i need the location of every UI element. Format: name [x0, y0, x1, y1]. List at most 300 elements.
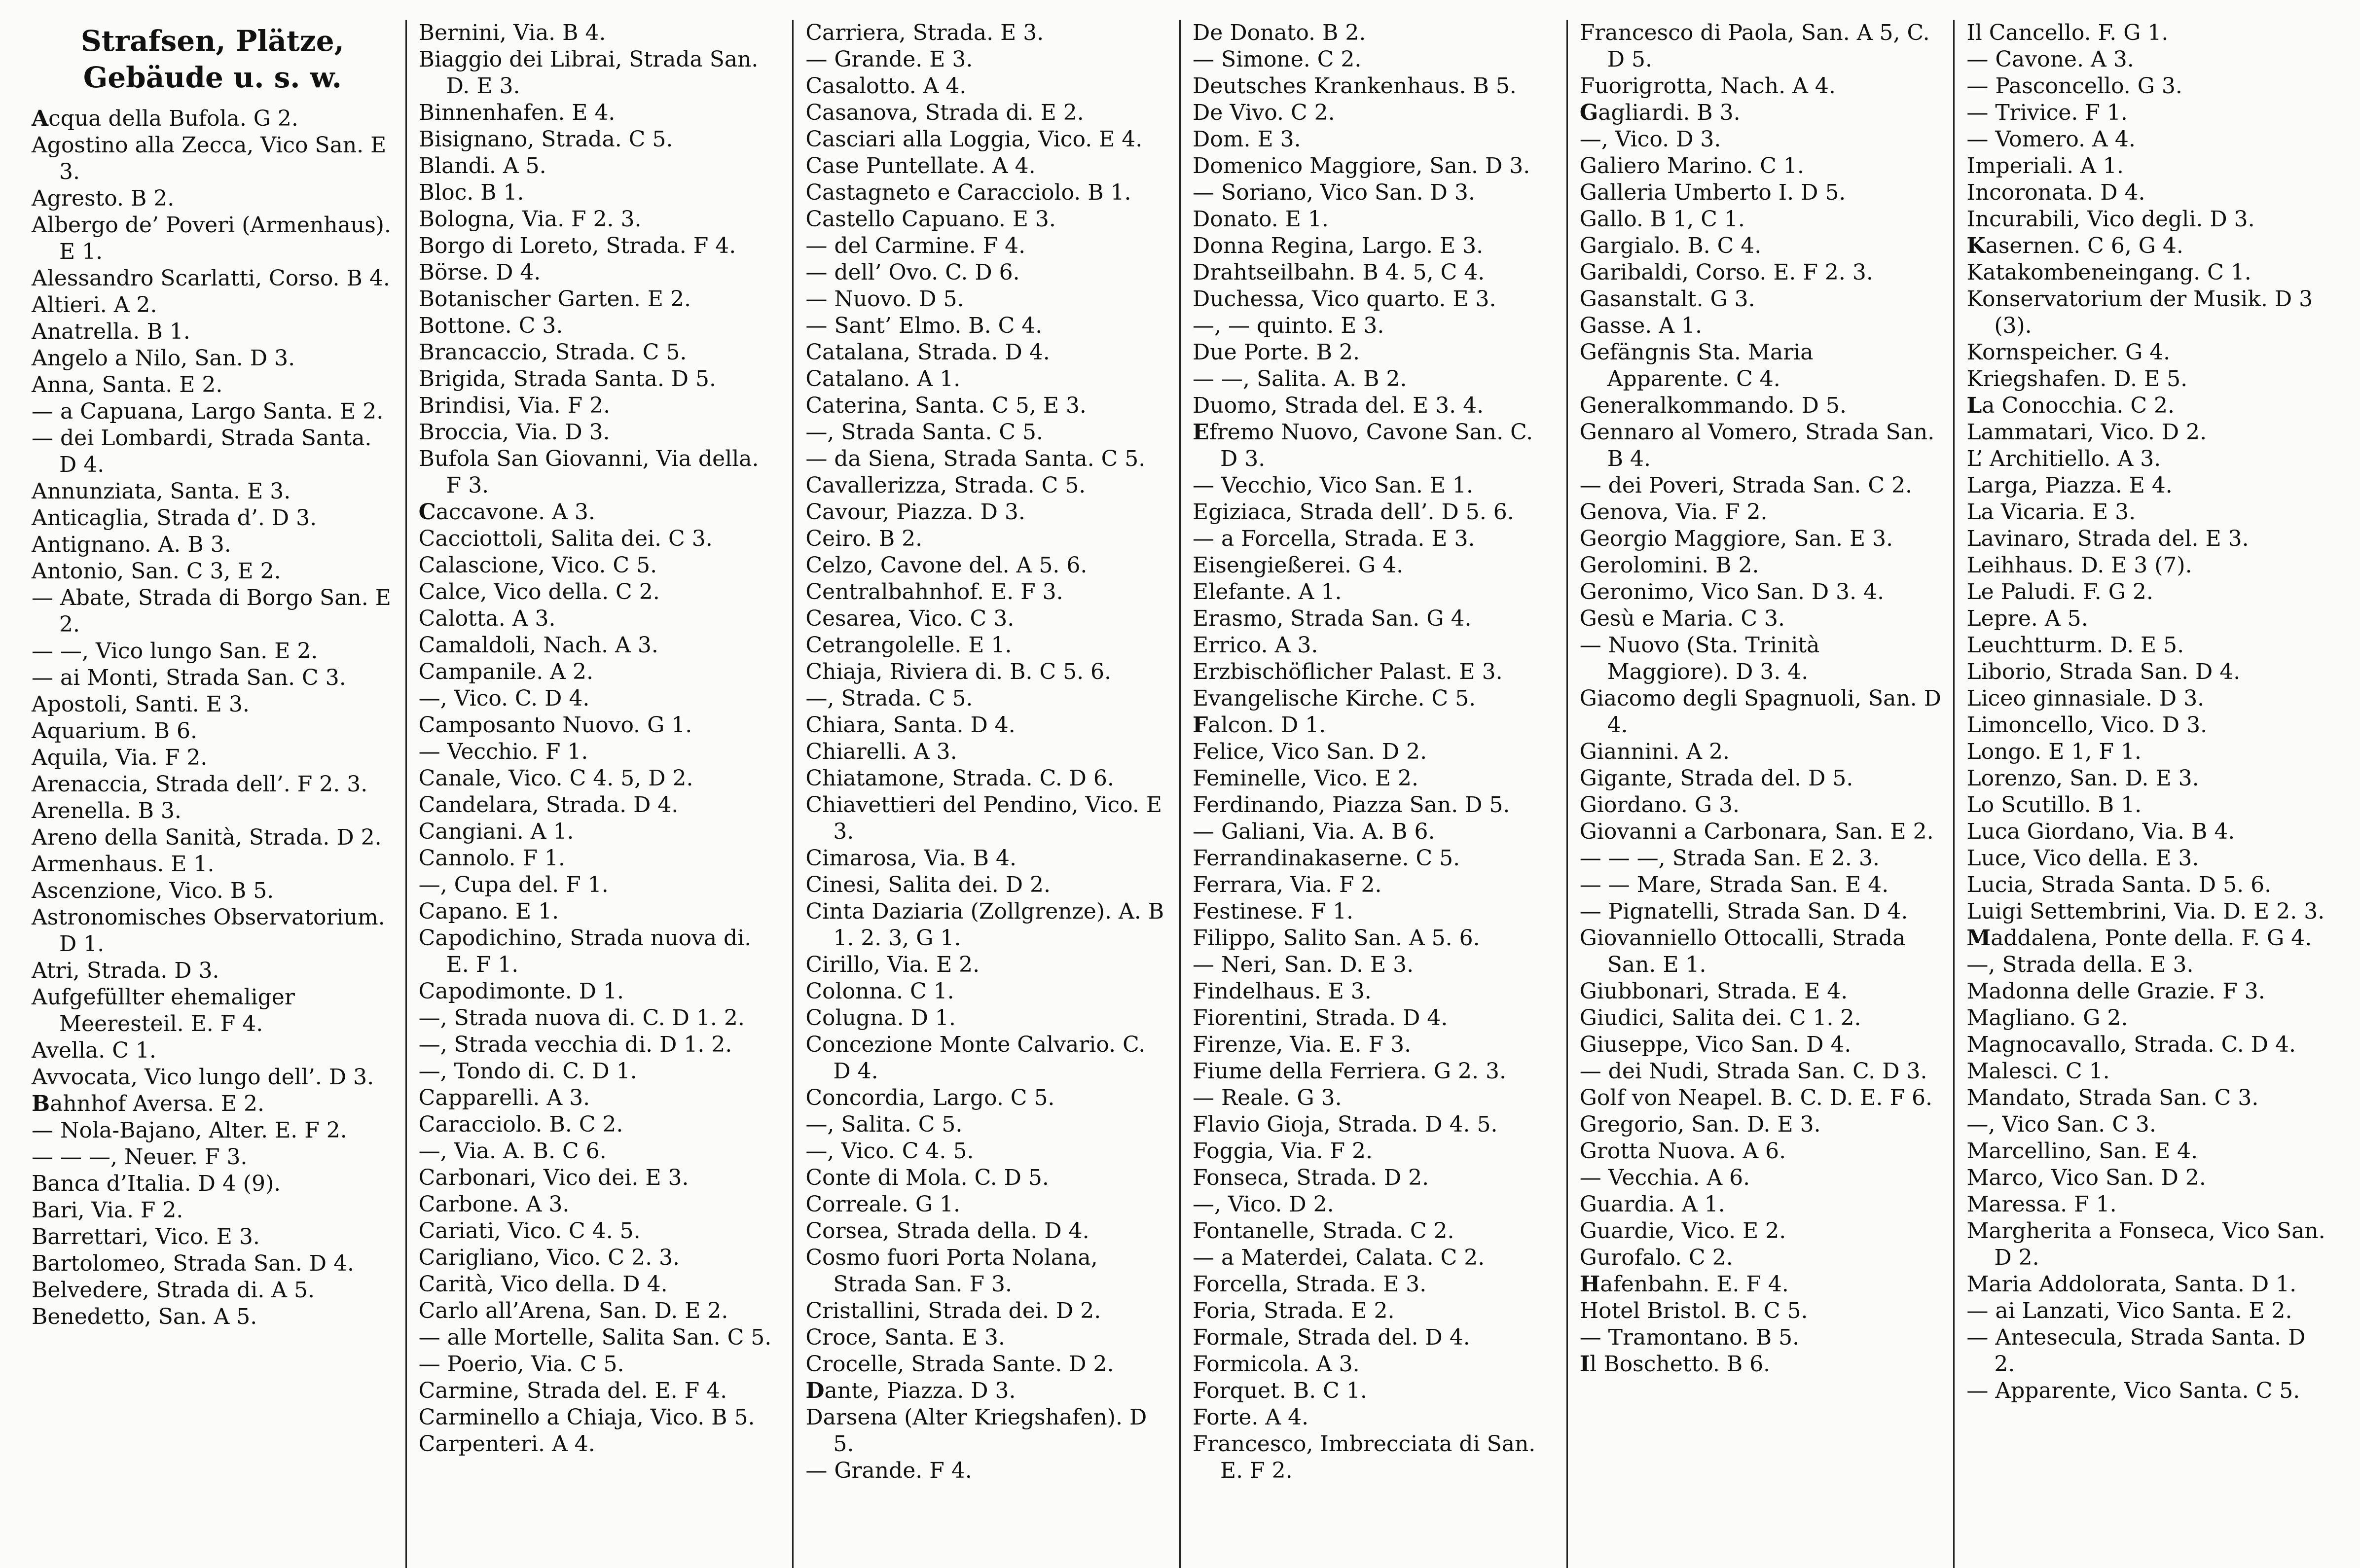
index-entry — [32, 824, 394, 851]
index-entry — [1966, 632, 2328, 659]
entry-text: Catalana, Strada. D 4. — [805, 340, 1050, 365]
entry-text: Francesco, Imbrecciata di San. E. F 2. — [1193, 1431, 1536, 1483]
index-entry — [32, 425, 394, 478]
index-column-6 — [1953, 20, 2340, 1568]
index-entry — [805, 20, 1167, 46]
index-entry — [1193, 1271, 1555, 1298]
index-entry — [419, 632, 781, 659]
entry-text: Domenico Maggiore, San. D 3. — [1193, 153, 1530, 178]
index-entry — [805, 765, 1167, 792]
entry-text: Guardia. A 1. — [1579, 1192, 1725, 1217]
entry-text: Aquila, Via. F 2. — [32, 745, 208, 770]
entry-text: Crocelle, Strada Sante. D 2. — [805, 1352, 1114, 1377]
index-entry — [1966, 739, 2328, 765]
index-entry — [1193, 366, 1555, 392]
entry-text: Magliano. G 2. — [1966, 1005, 2128, 1031]
entry-initial: M — [1966, 926, 1991, 951]
entry-text: Lo Scutillo. B 1. — [1966, 792, 2142, 818]
index-entry — [32, 106, 394, 132]
entry-text: — Grande. F 4. — [805, 1458, 972, 1483]
index-entry — [1966, 1271, 2328, 1298]
entry-text: Börse. D 4. — [418, 260, 541, 285]
index-entry — [32, 372, 394, 398]
entry-text: Brancaccio, Strada. C 5. — [418, 340, 687, 365]
index-entry — [805, 978, 1167, 1005]
entry-text: Apostoli, Santi. E 3. — [32, 692, 250, 717]
entry-list — [1966, 20, 2328, 1404]
entry-text: Felice, Vico San. D 2. — [1193, 739, 1427, 764]
index-column-1 — [20, 20, 405, 1568]
index-entry — [1580, 1218, 1942, 1245]
entry-text: Carità, Vico della. D 4. — [418, 1272, 668, 1297]
entry-text: Konservatorium der Musik. D 3 (3). — [1966, 286, 2313, 338]
entry-text: Formale, Strada del. D 4. — [1193, 1325, 1470, 1350]
entry-text: —, Vico. D 2. — [1193, 1192, 1334, 1217]
entry-text: Casalotto. A 4. — [805, 73, 967, 99]
entry-text: Leuchtturm. D. E 5. — [1966, 633, 2184, 658]
index-entry — [419, 1245, 781, 1271]
entry-text: Giuseppe, Vico San. D 4. — [1579, 1032, 1852, 1057]
index-entry — [1966, 765, 2328, 792]
index-entry — [1580, 579, 1942, 606]
index-entry — [419, 712, 781, 739]
entry-text: Gerolomini. B 2. — [1579, 553, 1759, 578]
index-entry — [805, 552, 1167, 579]
entry-text: Lorenzo, San. D. E 3. — [1966, 766, 2199, 791]
entry-text: Anna, Santa. E 2. — [32, 372, 223, 397]
entry-text: cqua della Bufola. G 2. — [48, 106, 298, 131]
index-entry — [1966, 1218, 2328, 1271]
entry-text: Antonio, San. C 3, E 2. — [32, 559, 281, 584]
entry-text: — Apparente, Vico Santa. C 5. — [1966, 1378, 2300, 1403]
index-entry — [1193, 792, 1555, 819]
entry-text: Avella. C 1. — [32, 1038, 156, 1063]
index-entry — [32, 558, 394, 585]
entry-text: Gasse. A 1. — [1579, 313, 1702, 338]
entry-text: Galleria Umberto I. D 5. — [1579, 180, 1846, 205]
entry-text: Guardie, Vico. E 2. — [1579, 1218, 1786, 1244]
index-entry — [1966, 1138, 2328, 1165]
entry-list — [419, 20, 781, 1458]
entry-text: Ascenzione, Vico. B 5. — [32, 878, 274, 903]
index-entry — [419, 1165, 781, 1191]
index-entry — [805, 339, 1167, 366]
index-entry — [805, 1458, 1167, 1484]
entry-text: Croce, Santa. E 3. — [805, 1325, 1005, 1350]
index-entry — [1966, 1165, 2328, 1191]
entry-text: Hotel Bristol. B. C 5. — [1579, 1298, 1808, 1323]
index-entry — [419, 1351, 781, 1378]
index-entry — [1580, 206, 1942, 233]
entry-list — [805, 20, 1167, 1484]
entry-text: Cirillo, Via. E 2. — [805, 952, 980, 977]
entry-text: Carpenteri. A 4. — [418, 1431, 595, 1457]
index-entry — [805, 1378, 1167, 1404]
entry-text: Cetrangolelle. E 1. — [805, 633, 1012, 658]
index-entry — [32, 745, 394, 771]
entry-text: Il Cancello. F. G 1. — [1966, 20, 2169, 45]
entry-text: —, Cupa del. F 1. — [418, 872, 609, 897]
index-entry — [805, 259, 1167, 286]
entry-text: Luigi Settembrini, Via. D. E 2. 3. — [1966, 899, 2325, 924]
entry-text: Luca Giordano, Via. B 4. — [1966, 819, 2235, 844]
entry-text: Cinta Daziaria (Zollgrenze). A. B 1. 2. 3, G 1. — [805, 899, 1164, 951]
index-entry — [805, 1191, 1167, 1218]
entry-text: — Pignatelli, Strada San. D 4. — [1579, 899, 1908, 924]
index-entry — [1966, 126, 2328, 153]
entry-text: Cosmo fuori Porta Nolana, Strada San. F 3. — [805, 1245, 1098, 1297]
entry-text: — alle Mortelle, Salita San. C 5. — [418, 1325, 772, 1350]
entry-text: Carbone. A 3. — [418, 1192, 570, 1217]
index-entry — [805, 579, 1167, 606]
entry-text: — a Materdei, Calata. C 2. — [1193, 1245, 1485, 1270]
entry-text: afenbahn. E. F 4. — [1600, 1272, 1789, 1297]
index-entry — [805, 1218, 1167, 1245]
entry-text: De Vivo. C 2. — [1193, 100, 1335, 125]
entry-initial: C — [418, 499, 436, 525]
entry-text: Ferrandinakaserne. C 5. — [1193, 846, 1460, 871]
index-entry — [1193, 1324, 1555, 1351]
index-entry — [1966, 20, 2328, 46]
index-entry — [1193, 685, 1555, 712]
entry-initial: A — [32, 106, 49, 131]
index-entry — [805, 73, 1167, 100]
index-entry — [1193, 898, 1555, 925]
entry-text: — Nuovo (Sta. Trinità Maggiore). D 3. 4. — [1579, 633, 1820, 684]
entry-text: Campanile. A 2. — [418, 659, 593, 684]
entry-text: Katakombeneingang. C 1. — [1966, 260, 2251, 285]
entry-text: Egiziaca, Strada dell’. D 5. 6. — [1193, 499, 1514, 525]
index-entry — [805, 100, 1167, 126]
entry-text: Giovanniello Ottocalli, Strada San. E 1. — [1579, 926, 1906, 977]
entry-text: — Vecchia. A 6. — [1579, 1165, 1750, 1190]
index-entry — [805, 659, 1167, 685]
entry-text: Kriegshafen. D. E 5. — [1966, 366, 2188, 392]
entry-text: Fuorigrotta, Nach. A 4. — [1579, 73, 1836, 99]
index-entry — [805, 606, 1167, 632]
index-entry — [1966, 579, 2328, 606]
entry-text: Antignano. A. B 3. — [32, 532, 231, 557]
entry-text: —, — quinto. E 3. — [1193, 313, 1384, 338]
index-entry — [1193, 606, 1555, 632]
entry-initial: B — [32, 1091, 50, 1116]
entry-text: Bisignano, Strada. C 5. — [418, 127, 673, 152]
entry-text: Leihhaus. D. E 3 (7). — [1966, 553, 2192, 578]
index-entry — [419, 526, 781, 552]
entry-text: Foggia, Via. F 2. — [1193, 1139, 1373, 1164]
index-entry — [1580, 286, 1942, 313]
index-entry — [805, 685, 1167, 712]
entry-text: Gallo. B 1, C 1. — [1579, 207, 1745, 232]
index-entry — [1580, 73, 1942, 100]
entry-text: La Vicaria. E 3. — [1966, 499, 2136, 525]
index-entry — [1193, 819, 1555, 845]
entry-text: Liceo ginnasiale. D 3. — [1966, 686, 2205, 711]
index-entry — [32, 851, 394, 878]
index-entry — [1193, 1351, 1555, 1378]
entry-text: Giacomo degli Spagnuoli, San. D 4. — [1579, 686, 1941, 738]
entry-initial: L — [1966, 393, 1982, 418]
entry-text: Bloc. B 1. — [418, 180, 524, 205]
index-entry — [805, 739, 1167, 765]
index-entry — [32, 771, 394, 798]
entry-text: —, Salita. C 5. — [805, 1112, 963, 1137]
entry-text: Limoncello, Vico. D 3. — [1966, 713, 2208, 738]
index-entry — [1966, 606, 2328, 632]
index-entry — [1580, 739, 1942, 765]
entry-text: Larga, Piazza. E 4. — [1966, 473, 2173, 498]
index-entry — [1193, 126, 1555, 153]
index-entry — [419, 233, 781, 259]
index-entry — [419, 499, 781, 526]
entry-text: Bottone. C 3. — [418, 313, 563, 338]
entry-text: — Vomero. A 4. — [1966, 127, 2136, 152]
index-entry — [1966, 179, 2328, 206]
entry-text: Chiaja, Riviera di. B. C 5. 6. — [805, 659, 1112, 684]
entry-text: Giudici, Salita dei. C 1. 2. — [1579, 1005, 1861, 1031]
index-entry — [1966, 526, 2328, 552]
entry-text: Catalano. A 1. — [805, 366, 961, 392]
index-entry — [419, 552, 781, 579]
entry-text: — —, Vico lungo San. E 2. — [32, 639, 318, 664]
entry-text: — Antesecula, Strada Santa. D 2. — [1966, 1325, 2306, 1377]
index-entry — [1580, 606, 1942, 632]
index-entry — [1193, 632, 1555, 659]
index-entry — [32, 1037, 394, 1064]
entry-text: —, Vico. C. D 4. — [418, 686, 590, 711]
entry-text: — — —, Strada San. E 2. 3. — [1579, 846, 1880, 871]
index-column-3 — [792, 20, 1179, 1568]
index-entry — [805, 1032, 1167, 1085]
index-entry — [419, 1058, 781, 1085]
entry-text: Errico. A 3. — [1193, 633, 1318, 658]
entry-text: Albergo de’ Poveri (Armenhaus). E 1. — [32, 213, 391, 264]
index-entry — [1193, 73, 1555, 100]
index-entry — [1580, 765, 1942, 792]
index-entry — [32, 691, 394, 718]
entry-text: Astronomisches Observatorium. D 1. — [32, 905, 385, 957]
entry-text: Armenhaus. E 1. — [32, 852, 215, 877]
entry-text: Cavour, Piazza. D 3. — [805, 499, 1025, 525]
index-entry — [1193, 153, 1555, 179]
index-entry — [419, 1324, 781, 1351]
entry-text: Donato. E 1. — [1193, 207, 1329, 232]
entry-text: Carminello a Chiaja, Vico. B 5. — [418, 1405, 755, 1430]
entry-text: Bufola San Giovanni, Via della. F 3. — [418, 446, 759, 498]
index-entry — [1193, 1005, 1555, 1032]
entry-initial: F — [1193, 713, 1208, 738]
index-entry — [1193, 925, 1555, 952]
entry-text: Bologna, Via. F 2. 3. — [418, 207, 642, 232]
entry-text: Areno della Sanità, Strada. D 2. — [32, 825, 382, 850]
entry-text: Candelara, Strada. D 4. — [418, 792, 679, 818]
index-entry — [419, 819, 781, 845]
entry-text: Atri, Strada. D 3. — [32, 958, 219, 983]
entry-text: — Poerio, Via. C 5. — [418, 1352, 624, 1377]
entry-text: —, Via. A. B. C 6. — [418, 1139, 607, 1164]
entry-text: Malesci. C 1. — [1966, 1059, 2110, 1084]
index-entry — [419, 20, 781, 46]
index-entry — [419, 392, 781, 419]
index-entry — [1966, 845, 2328, 872]
entry-text: Cangiani. A 1. — [418, 819, 574, 844]
index-entry — [1193, 739, 1555, 765]
entry-text: Fonseca, Strada. D 2. — [1193, 1165, 1429, 1190]
index-entry — [805, 126, 1167, 153]
index-entry — [1580, 126, 1942, 153]
index-entry — [1580, 472, 1942, 499]
index-entry — [1580, 898, 1942, 925]
entry-text: Ferdinando, Piazza San. D 5. — [1193, 792, 1510, 818]
index-entry — [1966, 712, 2328, 739]
entry-text: Colugna. D 1. — [805, 1005, 956, 1031]
entry-text: Alessandro Scarlatti, Corso. B 4. — [32, 266, 390, 291]
entry-text: Elefante. A 1. — [1193, 579, 1342, 605]
entry-text: Centralbahnhof. E. F 3. — [805, 579, 1063, 605]
entry-text: Botanischer Garten. E 2. — [418, 286, 691, 312]
entry-text: — Pasconcello. G 3. — [1966, 73, 2182, 99]
entry-text: Duomo, Strada del. E 3. 4. — [1193, 393, 1484, 418]
index-entry — [1193, 1404, 1555, 1431]
entry-text: Brigida, Strada Santa. D 5. — [418, 366, 717, 392]
entry-text: Fiume della Ferriera. G 2. 3. — [1193, 1059, 1506, 1084]
entry-initial: E — [1193, 420, 1209, 445]
index-entry — [1193, 1378, 1555, 1404]
index-entry — [419, 46, 781, 100]
entry-text: ahnhof Aversa. E 2. — [50, 1091, 265, 1116]
index-entry — [1193, 1298, 1555, 1324]
index-entry — [419, 579, 781, 606]
index-entry — [1193, 499, 1555, 526]
index-entry — [805, 712, 1167, 739]
entry-text: Formicola. A 3. — [1193, 1352, 1360, 1377]
entry-list — [1580, 20, 1942, 1378]
entry-text: — dei Lombardi, Strada Santa. D 4. — [32, 426, 372, 477]
index-entry — [32, 958, 394, 984]
entry-text: ante, Piazza. D 3. — [824, 1378, 1016, 1403]
entry-text: — Trivice. F 1. — [1966, 100, 2128, 125]
entry-text: Firenze, Via. E. F 3. — [1193, 1032, 1412, 1057]
index-entry — [1193, 1111, 1555, 1138]
index-entry — [805, 419, 1167, 446]
index-entry — [1193, 313, 1555, 339]
index-entry — [1966, 552, 2328, 579]
entry-text: — a Forcella, Strada. E 3. — [1193, 526, 1475, 551]
index-entry — [419, 126, 781, 153]
entry-text: Forcella, Strada. E 3. — [1193, 1272, 1427, 1297]
entry-text: Camposanto Nuovo. G 1. — [418, 713, 692, 738]
index-entry — [419, 100, 781, 126]
index-entry — [1193, 978, 1555, 1005]
index-entry — [1966, 259, 2328, 286]
index-entry — [419, 1111, 781, 1138]
index-entry — [32, 185, 394, 212]
entry-text: Gigante, Strada del. D 5. — [1579, 766, 1853, 791]
index-entry — [32, 532, 394, 558]
entry-text: — Abate, Strada di Borgo San. E 2. — [32, 585, 391, 637]
index-entry — [419, 153, 781, 179]
index-entry — [32, 798, 394, 824]
index-entry — [1193, 233, 1555, 259]
index-entry — [805, 1324, 1167, 1351]
entry-text: Gregorio, San. D. E 3. — [1579, 1112, 1821, 1137]
index-entry — [1580, 632, 1942, 685]
entry-text: Capparelli. A 3. — [418, 1085, 590, 1110]
entry-text: Calce, Vico della. C 2. — [418, 579, 660, 605]
entry-text: Chiavettieri del Pendino, Vico. E 3. — [805, 792, 1162, 844]
entry-text: Flavio Gioja, Strada. D 4. 5. — [1193, 1112, 1498, 1137]
index-entry — [805, 1165, 1167, 1191]
heading-line-2: Gebäude u. s. w. — [83, 61, 342, 94]
index-entry — [1193, 1085, 1555, 1111]
entry-text: Incoronata. D 4. — [1966, 180, 2145, 205]
index-entry — [1580, 339, 1942, 392]
index-entry — [419, 845, 781, 872]
index-entry — [805, 632, 1167, 659]
index-entry — [1580, 392, 1942, 419]
index-entry — [1966, 446, 2328, 472]
index-entry — [1580, 552, 1942, 579]
index-entry — [32, 478, 394, 505]
index-entry — [1966, 233, 2328, 259]
index-entry — [1580, 978, 1942, 1005]
index-entry — [1580, 1085, 1942, 1111]
index-entry — [805, 1005, 1167, 1032]
index-entry — [419, 446, 781, 499]
entry-text: — dell’ Ovo. C. D 6. — [805, 260, 1020, 285]
index-entry — [1580, 153, 1942, 179]
entry-text: — Tramontano. B 5. — [1579, 1325, 1800, 1350]
entry-text: Geronimo, Vico San. D 3. 4. — [1579, 579, 1885, 605]
index-entry — [1966, 819, 2328, 845]
entry-text: Erzbischöflicher Palast. E 3. — [1193, 659, 1503, 684]
entry-text: Evangelische Kirche. C 5. — [1193, 686, 1476, 711]
index-entry — [1580, 179, 1942, 206]
entry-text: Fontanelle, Strada. C 2. — [1193, 1218, 1454, 1244]
index-entry — [1580, 1351, 1942, 1378]
index-entry — [1580, 1005, 1942, 1032]
index-entry — [1193, 286, 1555, 313]
index-entry — [805, 898, 1167, 952]
entry-text: Golf von Neapel. B. C. D. E. F 6. — [1579, 1085, 1933, 1110]
index-entry — [32, 904, 394, 958]
index-entry — [1966, 472, 2328, 499]
index-entry — [1193, 419, 1555, 472]
entry-text: Forte. A 4. — [1193, 1405, 1309, 1430]
index-entry — [805, 1085, 1167, 1111]
index-entry — [1580, 1111, 1942, 1138]
entry-text: Angelo a Nilo, San. D 3. — [32, 346, 295, 371]
entry-text: Caracciolo. B. C 2. — [418, 1112, 623, 1137]
index-entry — [1580, 792, 1942, 819]
index-entry — [1193, 206, 1555, 233]
index-entry — [1966, 792, 2328, 819]
index-entry — [1580, 526, 1942, 552]
index-entry — [419, 1032, 781, 1058]
entry-initial: K — [1966, 233, 1986, 258]
index-entry — [32, 878, 394, 904]
entry-text: — Simone. C 2. — [1193, 47, 1362, 72]
entry-text: — Neri, San. D. E 3. — [1193, 952, 1414, 977]
index-entry — [32, 1144, 394, 1171]
entry-text: —, Vico San. C 3. — [1966, 1112, 2156, 1137]
entry-text: Liborio, Strada San. D 4. — [1966, 659, 2241, 684]
entry-text: Kornspeicher. G 4. — [1966, 340, 2171, 365]
index-entry — [1580, 1191, 1942, 1218]
index-entry — [1193, 712, 1555, 739]
entry-text: Longo. E 1, F 1. — [1966, 739, 2142, 764]
entry-text: Chiatamone, Strada. C. D 6. — [805, 766, 1114, 791]
